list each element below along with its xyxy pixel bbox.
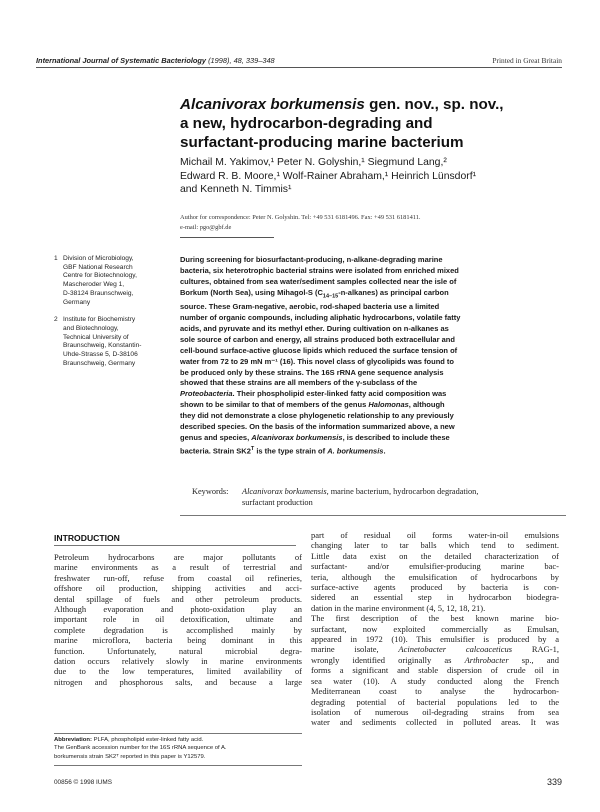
body-line: dental spillage of fuels and other petroleum products.: [54, 593, 302, 604]
body-line: Little data exist on the detailed characterization of: [311, 550, 559, 561]
abstract-line: described species. On the basis of the information summarized above, a new: [180, 422, 455, 432]
page-number: 339: [546, 777, 562, 787]
title-line2: a new, hydrocarbon-degrading and: [180, 115, 433, 132]
affiliation-line: Technical University of: [63, 333, 129, 341]
abstract-line: number of organic compounds, including aliphatic hydrocarbons, volatile fatty: [180, 313, 461, 323]
abstract-subscript: 14–15: [322, 293, 339, 300]
footnote-text: PLFA, phospholipid ester-linked fatty acid.: [91, 737, 204, 743]
affiliation-line: Uhde-Strasse 5, D-38106: [63, 351, 138, 359]
body-line: surfactant- and/or emulsifier-producing marine bac-: [311, 561, 559, 572]
abstract-line: sole source of carbon and energy, all strains produced both extracellular and: [180, 334, 455, 344]
body-line: Mediterranean coast to analyse the hydrocarbon-: [311, 686, 559, 697]
author-line: Michail M. Yakimov,¹ Peter N. Golyshin,¹ Siegmund Lang,²: [180, 157, 447, 168]
abstract-line: During screening for biosurfactant-producing, n-alkane-degrading marine: [180, 255, 443, 264]
abstract-italic: Proteobacteria: [180, 389, 233, 399]
body-line: marine environments as a result of terrestrial and: [54, 562, 302, 573]
affiliation-number: 1: [54, 255, 58, 262]
body-line: Although evaporation and photo-oxidation play an: [54, 604, 302, 615]
affiliation-line: D-38124 Braunschweig,: [63, 289, 134, 297]
author-line: and Kenneth N. Timmis¹: [180, 184, 292, 195]
section-rule: [54, 545, 296, 546]
body-line: water and sediments collected in polluted areas. It was: [311, 717, 559, 728]
abstract-italic: Halomonas: [368, 400, 409, 410]
author-list: [180, 156, 560, 197]
abstract: [180, 255, 566, 457]
paper-title: [180, 95, 580, 152]
abstract-text: , is described to include these: [342, 433, 450, 442]
abstract-line: [180, 433, 566, 444]
correspondence-email[interactable]: e-mail: pgo@gbf.de: [180, 223, 232, 231]
journal-name: International Journal of Systematic Bacteriology: [36, 56, 207, 65]
title-line1-rest: gen. nov., sp. nov.,: [364, 96, 504, 113]
title-genus: Alcanivorax borkumensis: [180, 96, 365, 113]
body-line: changing later to tar balls which tend to sediment.: [311, 540, 559, 551]
printed-in: Printed in Great Britain: [492, 56, 562, 65]
abstract-line: water from 72 to 29 mN m⁻¹ (16). This novel class of glycolipids was found to: [180, 356, 455, 366]
header-divider: [36, 67, 562, 68]
body-italic: Acinetobacter calcoaceticus: [398, 644, 513, 655]
affiliations: [54, 255, 170, 377]
footnote-rule-top: [54, 733, 302, 734]
left-column: [54, 552, 302, 687]
abstract-line: [180, 389, 566, 400]
affiliation-line: Germany: [63, 298, 91, 306]
affiliation-line: Division of Microbiology,: [63, 255, 134, 262]
body-line: dation in the marine environment (4, 5, 12, 18, 21).: [311, 602, 486, 613]
affiliation-line: Centre for Biotechnology,: [63, 272, 137, 280]
affiliation-line: Braunschweig, Konstantin-: [63, 342, 142, 350]
abstract-line: [180, 400, 566, 411]
abstract-superscript: T: [250, 445, 255, 452]
body-line: due to the low temperatures, limited availability of: [54, 666, 302, 677]
affiliation-line: Braunschweig, Germany: [63, 359, 136, 367]
abstract-text: -n-alkanes) as principal carbon: [338, 287, 449, 297]
footnote-abbreviation: [54, 736, 302, 744]
abstract-line: cell-bound surface-active glucose lipids which reduced the surface tension of: [180, 345, 458, 355]
right-column: [311, 530, 559, 728]
keywords-rule: [180, 515, 566, 516]
keyword-text: , marine bacterium, hydrocarbon degradation,: [326, 487, 479, 496]
affiliation-line: Mascheroder Weg 1,: [63, 281, 125, 289]
body-line: [311, 644, 559, 654]
author-line: Edward R. B. Moore,¹ Wolf-Rainer Abraham,¹ Heinrich Lünsdorf¹: [180, 170, 477, 182]
body-line: surfactant, now exploited commercially as Emulsan,: [311, 623, 559, 634]
keywords-line-2: surfactant production: [242, 498, 313, 507]
footnote-label: Abbreviation:: [54, 737, 92, 743]
abstract-text: genus and species,: [180, 433, 252, 442]
affiliation-2: [54, 316, 170, 368]
abstract-line: [180, 288, 566, 302]
abstract-line: bacteria, six heterotrophic bacterial strains were isolated from enriched mixed: [180, 265, 459, 275]
abstract-top-rule: [180, 237, 274, 238]
affiliation-line: and Biotechnology,: [63, 324, 119, 332]
body-line: appeared in 1972 (10). This emulsifier is produced by a: [311, 634, 559, 645]
body-line: surface-active agents produced by bacteria is con-: [311, 582, 559, 593]
section-heading: INTRODUCTION: [54, 533, 120, 543]
body-line: teria, although the emulsification of hydrocarbons by: [311, 571, 559, 582]
body-text: RAG-1,: [512, 644, 559, 655]
body-line: dation occurs relatively slowly in marine environments: [54, 656, 302, 667]
footnote-rule-bottom: [54, 765, 302, 766]
footnotes: [54, 736, 302, 761]
affiliation-number: 2: [54, 316, 58, 324]
journal-citation: (1998), 48, 339–348: [208, 56, 275, 65]
body-line: important role in oil detoxification, ultimate and: [54, 614, 302, 625]
affiliation-1: [54, 255, 170, 307]
abstract-text: .: [383, 446, 386, 456]
body-line: function. Unfortunately, natural microbial degra-: [54, 645, 302, 656]
title-line3: surfactant-producing marine bacterium: [180, 134, 464, 151]
correspondence: [180, 213, 570, 232]
body-line: degrading potential of bacterial populations led to the: [311, 696, 559, 707]
body-text: marine isolate,: [311, 644, 399, 655]
body-italic: Arthrobacter: [464, 654, 509, 665]
journal-header: [36, 56, 275, 65]
body-line: [311, 655, 559, 665]
abstract-text: bacteria. Strain SK2: [180, 446, 251, 456]
keyword-italic: Alcanivorax borkumensis: [242, 487, 327, 496]
body-line: The first description of the best known marine bio-: [311, 613, 559, 624]
abstract-text: . Their phospholipid ester-linked fatty acid composition was: [232, 389, 447, 399]
footnote-line: borkumensis strain SK2ᵀ reported in this paper is Y12579.: [54, 753, 206, 760]
body-line: forms a significant and stable dispersion of crude oil in: [311, 665, 559, 676]
abstract-line: [180, 444, 566, 457]
body-line: sea water (10). A study conducted along the French: [311, 675, 559, 686]
body-line: sidered an essential step in hydrocarbon biodegra-: [311, 592, 559, 603]
copyright: 00856 © 1998 IUMS: [54, 779, 112, 786]
abstract-text: , although: [408, 400, 445, 410]
abstract-line: showed that these strains are all members of the γ-subclass of the: [180, 378, 418, 388]
body-line: marine microflora, bacteria being dominant in this: [54, 635, 302, 646]
abstract-text: Borkum (North Sea), using Mihagol-S (C: [180, 287, 323, 297]
body-text: sp., and: [508, 654, 559, 665]
keywords-label: Keywords:: [192, 487, 229, 496]
body-line: part of residual oil forms water-in-oil emulsions: [311, 530, 559, 540]
abstract-line: be produced only by these strains. The 16S rRNA gene sequence analysis: [180, 367, 444, 377]
abstract-text: is the type strain of: [254, 446, 328, 456]
abstract-line: source. These Gram-negative, aerobic, rod-shaped bacteria use a limited: [180, 302, 440, 312]
body-line: offshore oil production, shipping activities and acci-: [54, 583, 302, 594]
body-line: complete degradation is accomplished mainly by: [54, 624, 302, 635]
body-line: isolation of numerous oil-degrading strains from sea: [311, 706, 559, 717]
affiliation-line: GBF National Research: [63, 263, 133, 271]
abstract-italic: Alcanivorax borkumensis: [251, 433, 343, 442]
body-text: wrongly identified originally as: [311, 654, 465, 665]
abstract-italic: A. borkumensis: [327, 446, 384, 456]
body-line: freshwater run-off, refuse from coastal oil refineries,: [54, 572, 302, 583]
abstract-line: acids, and pyruvate and its methyl ether. During cultivation on n-alkanes as: [180, 323, 449, 333]
affiliation-line: Institute for Biochemistry: [63, 316, 136, 324]
correspondence-line: Author for correspondence: Peter N. Golyshin. Tel: +49 531 6181496. Fax: +49 531 6181411.: [180, 214, 421, 221]
abstract-line: cultures, obtained from sea water/sediment samples collected near the isle of: [180, 276, 457, 286]
abstract-text: shown to be similar to that of members of the genus: [180, 400, 369, 410]
keywords-line-1: [242, 487, 478, 498]
body-line: nitrogen and phosphorous salts, and because a large: [54, 676, 302, 687]
body-line: Petroleum hydrocarbons are major pollutants of: [54, 552, 302, 562]
footnote-line: The GenBank accession number for the 16S rRNA sequence of A.: [54, 745, 227, 752]
abstract-line: they did not demonstrate a close phylogenetic relationship to any previously: [180, 411, 454, 421]
